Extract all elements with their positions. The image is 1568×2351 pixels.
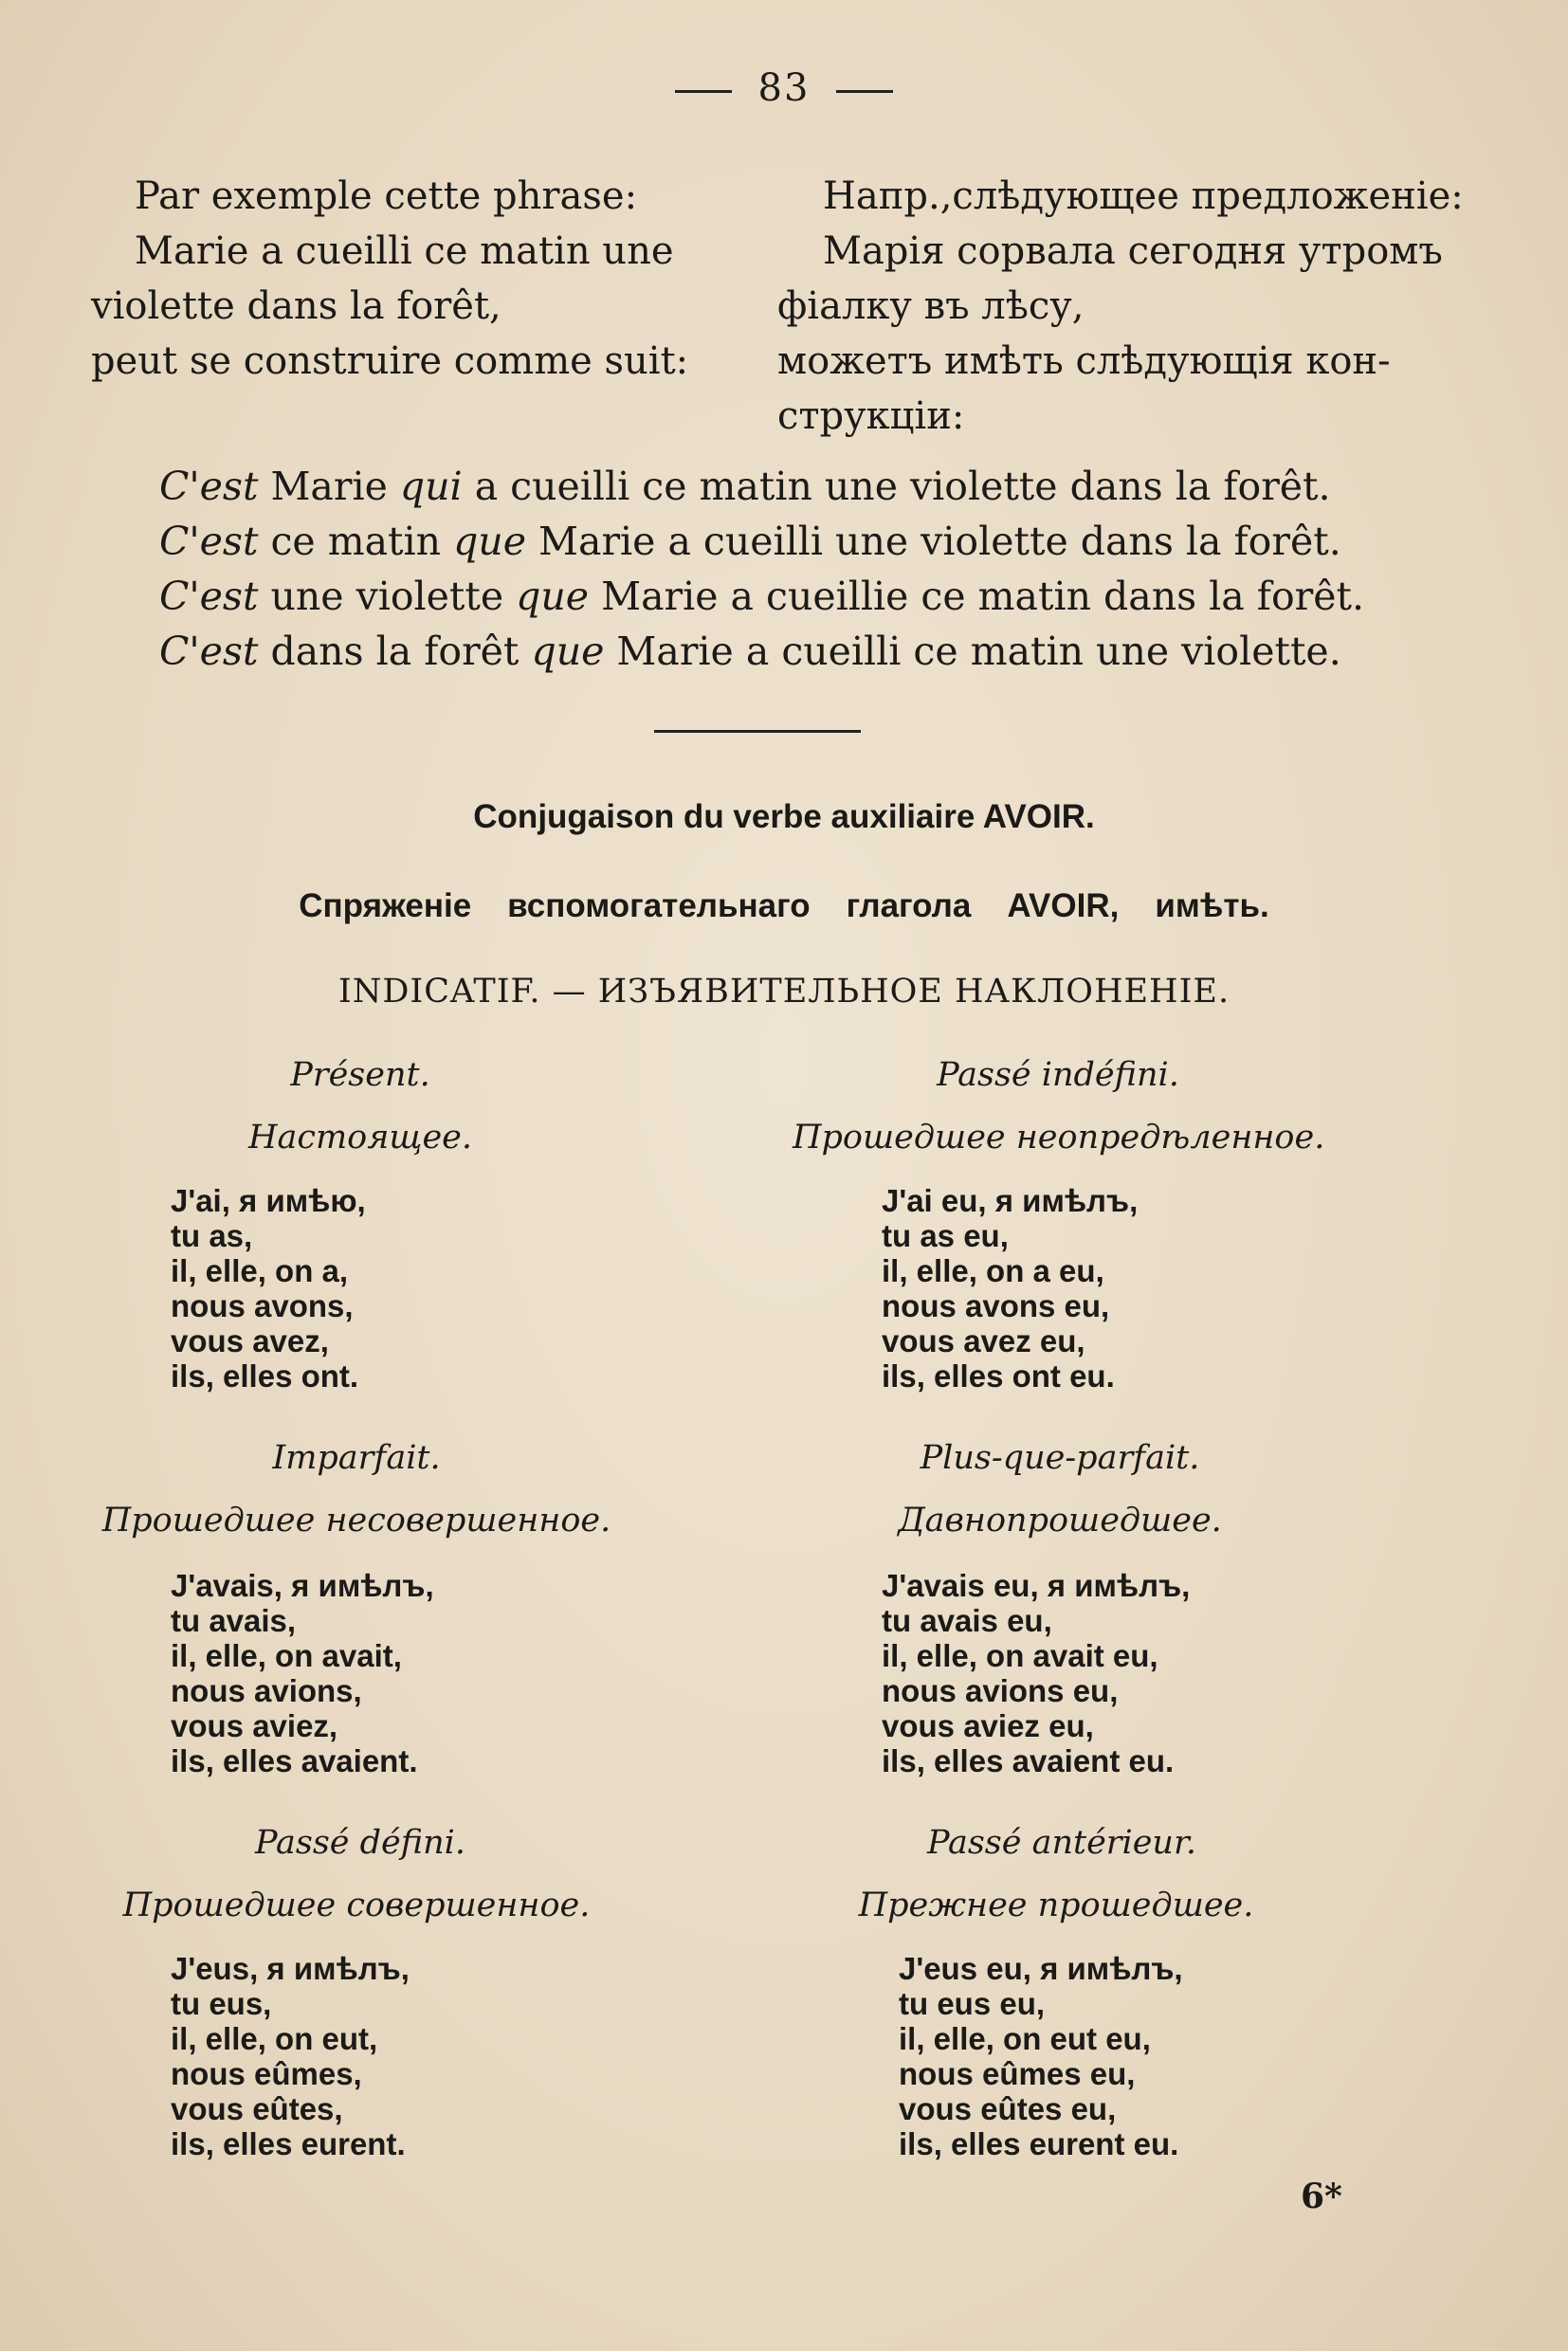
conjugation-block-plus-que-parfait: J'avais eu, я имѣлъ, tu avais eu, il, elle, on avait eu, nous avions eu, vous aviez eu, ils, elles avaient eu. bbox=[882, 1568, 1191, 1778]
conjugation-block-present: J'ai, я имѣю, tu as, il, elle, on a, nous avons, vous avez, ils, elles ont. bbox=[171, 1183, 366, 1394]
signature-mark: 6* bbox=[1301, 2177, 1342, 2216]
intro-ru-line: Марія сорвала сегодня утромъ bbox=[823, 229, 1443, 273]
intro-russian bbox=[777, 169, 1464, 444]
example-sentences bbox=[159, 459, 1364, 679]
mood-heading: INDICATIF. — ИЗЪЯВИТЕЛЬНОЕ НАКЛОНЕНІЕ. bbox=[337, 973, 1231, 1011]
conjugation-heading-russian: Спряженіе вспомогательнаго глагола AVOIR, имѣть. bbox=[299, 887, 1269, 924]
conjugation-block-passe-defini: J'eus, я имѣлъ, tu eus, il, elle, on eut, nous eûmes, vous eûtes, ils, elles eurent. bbox=[171, 1951, 410, 2161]
tense-title-ru: Давнопрошедшее. bbox=[898, 1502, 1222, 1540]
intro-french bbox=[91, 169, 736, 389]
conjugation-block-imparfait: J'avais, я имѣлъ, tu avais, il, elle, on avait, nous avions, vous aviez, ils, elles avaient. bbox=[171, 1568, 434, 1778]
tense-title-ru: Прошедшее неопредѣленное. bbox=[793, 1119, 1325, 1157]
example-sentence: C'est dans la forêt que Marie a cueilli ce matin une violette. bbox=[159, 629, 1341, 674]
intro-fr-line: violette dans la forêt, bbox=[91, 284, 501, 328]
example-sentence: C'est Marie qui a cueilli ce matin une violette dans la forêt. bbox=[159, 464, 1331, 509]
page-number-dash-left bbox=[675, 90, 732, 93]
tense-title-ru: Прошедшее совершенное. bbox=[122, 1886, 591, 1924]
tense-title-fr: Plus-que-parfait. bbox=[920, 1439, 1200, 1477]
conjugation-heading: Conjugaison du verbe auxiliaire AVOIR. bbox=[473, 798, 1095, 835]
tense-title-ru: Прежнее прошедшее. bbox=[858, 1886, 1254, 1924]
intro-ru-line: струкціи: bbox=[777, 394, 965, 438]
intro-fr-line: peut se construire comme suit: bbox=[91, 339, 689, 383]
tense-title-fr: Présent. bbox=[290, 1056, 430, 1094]
tense-title-fr: Imparfait. bbox=[272, 1439, 441, 1477]
page-number: 83 bbox=[0, 66, 1568, 110]
intro-ru-line: Напр.,слѣдующее предложеніе: bbox=[823, 174, 1464, 218]
tense-title-ru: Прошедшее несовершенное. bbox=[101, 1502, 611, 1540]
conjugation-block-passe-indefini: J'ai eu, я имѣлъ, tu as eu, il, elle, on a eu, nous avons eu, vous avez eu, ils, elles ont eu. bbox=[882, 1183, 1139, 1394]
intro-ru-line: фіалку въ лѣсу, bbox=[777, 284, 1085, 328]
conjugation-block-passe-anterieur: J'eus eu, я имѣлъ, tu eus eu, il, elle, on eut eu, nous eûmes eu, vous eûtes eu, ils, elles eurent eu. bbox=[899, 1951, 1183, 2161]
tense-title-ru: Настоящее. bbox=[247, 1119, 472, 1157]
intro-ru-line: можетъ имѣть слѣдующія кон- bbox=[777, 339, 1391, 383]
example-sentence: C'est ce matin que Marie a cueilli une violette dans la forêt. bbox=[159, 519, 1341, 564]
tense-title-fr: Passé antérieur. bbox=[927, 1824, 1196, 1862]
tense-title-fr: Passé défini. bbox=[255, 1824, 465, 1862]
intro-fr-line: Par exemple cette phrase: bbox=[135, 174, 638, 218]
intro-fr-line: Marie a cueilli ce matin une bbox=[135, 229, 674, 273]
page-number-dash-right bbox=[836, 90, 893, 93]
section-divider bbox=[654, 730, 861, 733]
example-sentence: C'est une violette que Marie a cueillie ce matin dans la forêt. bbox=[159, 574, 1364, 619]
tense-title-fr: Passé indéfini. bbox=[937, 1056, 1179, 1094]
